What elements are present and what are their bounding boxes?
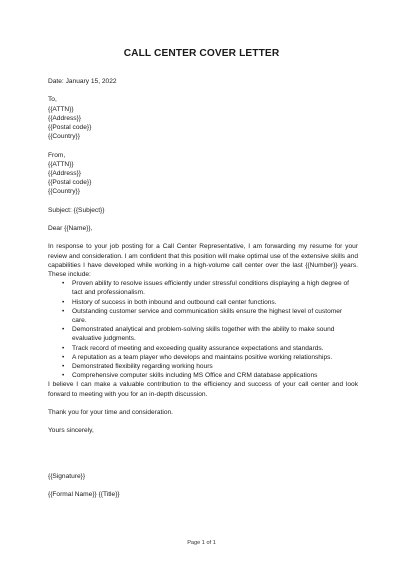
- sender-country: {{Country}}: [48, 188, 80, 196]
- bullet-icon: •: [62, 353, 65, 361]
- sender-attn: {{ATTN}}: [48, 160, 74, 168]
- list-item-text: History of success in both inbound and outbound call center functions.: [72, 298, 277, 306]
- list-item: [58, 371, 358, 380]
- signature-placeholder: {{Signature}}: [48, 472, 86, 480]
- list-item: [58, 307, 358, 325]
- date-line: Date: January 15, 2022: [48, 78, 117, 85]
- recipient-attn: {{ATTN}}: [48, 105, 74, 113]
- bullet-icon: •: [62, 326, 65, 334]
- list-item-text: Track record of meeting and exceeding quality assurance expectations and standards.: [72, 344, 324, 352]
- recipient-label: To,: [48, 96, 57, 104]
- page-footer: Page 1 of 1: [187, 540, 216, 546]
- recipient-block: [48, 95, 358, 141]
- list-item: [58, 353, 358, 362]
- list-item: [58, 362, 358, 371]
- list-item-text: Demonstrated analytical and problem-solving skills together with the ability to make sound evaluative judgments.: [72, 326, 335, 343]
- subject-line: Subject: {{Subject}}: [48, 206, 105, 214]
- sender-postal-code: {{Postal code}}: [48, 179, 92, 187]
- sender-label: From,: [48, 151, 66, 159]
- list-item: [58, 344, 358, 353]
- formal-name-title: {{Formal Name}} {{Title}}: [48, 491, 120, 499]
- bullet-icon: •: [62, 298, 65, 306]
- sender-block: [48, 151, 358, 197]
- skills-list: [48, 279, 358, 380]
- bullet-icon: •: [62, 344, 65, 352]
- list-item-text: Proven ability to resolve issues efficiently under stressful conditions displaying a high degree of tact and professionalism.: [72, 280, 349, 297]
- list-item: [58, 279, 358, 297]
- recipient-postal-code: {{Postal code}}: [48, 124, 92, 131]
- thanks-line: Thank you for your time and consideration.: [48, 409, 173, 417]
- recipient-address: {{Address}}: [48, 114, 81, 122]
- bullet-icon: •: [62, 363, 65, 371]
- list-item: [58, 325, 358, 343]
- list-item-text: A reputation as a team player who develops and maintains positive working relationships.: [72, 353, 333, 361]
- letter-body: [48, 77, 358, 499]
- list-item-text: Demonstrated flexibility regarding working hours: [72, 363, 213, 371]
- list-item-text: Comprehensive computer skills including MS Office and CRM database applications: [72, 372, 318, 380]
- list-item: [58, 298, 358, 307]
- intro-paragraph: In response to your job posting for a Call Center Representative, I am forwarding my resume for your review and consideration. I am confident that this position will make optimal use of the extensive skills and capabilities I have developed while working in a high-volume call center over the last {{Number}} years. These include:: [48, 243, 358, 278]
- closing-paragraph: I believe I can make a valuable contribution to the efficiency and success of your call center and look forward to meeting with you for an in-depth discussion.: [48, 381, 358, 398]
- recipient-country: {{Country}}: [48, 133, 80, 141]
- sender-address: {{Address}}: [48, 170, 81, 177]
- list-item-text: Outstanding customer service and communication skills ensure the highest level of customer care.: [72, 307, 343, 325]
- bullet-icon: •: [62, 280, 65, 288]
- salutation: Dear {{Name}},: [48, 225, 93, 232]
- bullet-icon: •: [62, 372, 65, 380]
- sign-off: Yours sincerely,: [48, 427, 94, 435]
- document-title: CALL CENTER COVER LETTER: [123, 48, 280, 59]
- bullet-icon: •: [62, 307, 65, 315]
